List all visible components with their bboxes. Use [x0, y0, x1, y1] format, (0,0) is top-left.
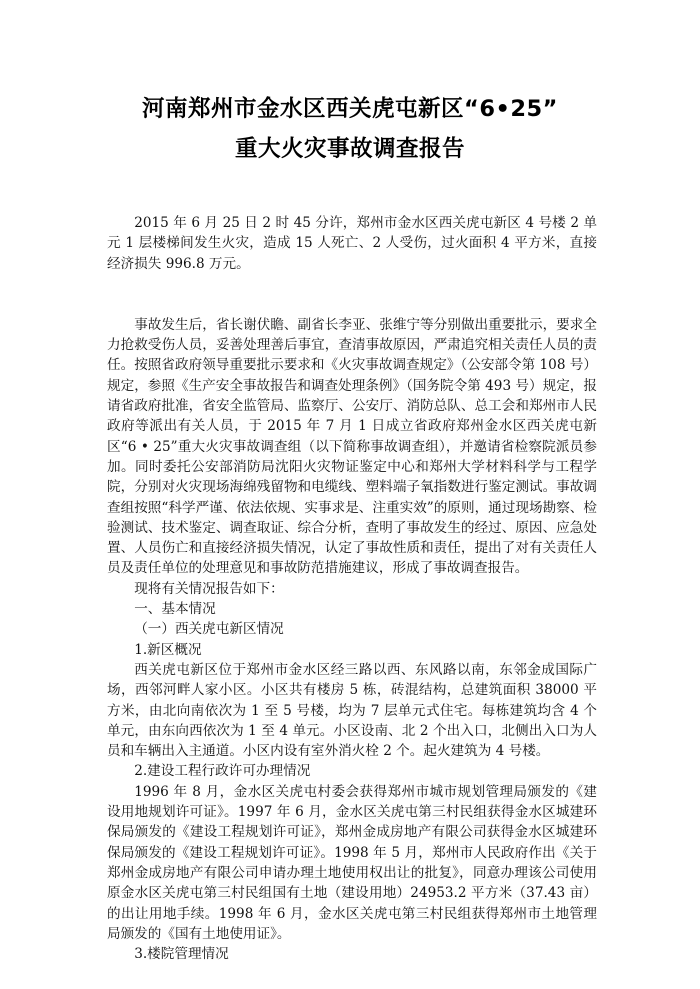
paragraph-intro: 2015 年 6 月 25 日 2 时 45 分许，郑州市金水区西关虎屯新区 4 号楼 2 单元 1 层楼梯间发生火灾，造成 15 人死亡、2 人受伤，过火面积 4 平方米，直接经济损失 996.8 万元。 [107, 215, 597, 272]
item-heading-permits: 2.建设工程行政许可办理情况 [134, 763, 311, 780]
paragraph-investigation: 事故发生后，省长谢伏瞻、副省长李亚、张维宁等分别做出重要批示，要求全力抢救受伤人员，妥善处理善后事宜，查清事故原因，严肃追究相关责任人员的责任。按照省政府领导重要批示要求和《火灾事故调查规定》（公安部令第 108 号）规定，参照《生产安全事故报告和调查处理条例》（国务院令第 493 号）规定，报请省政府批准，省安全监管局、监察厅、公安厅、消防总队、总工会和郑州市人民政府等派出有关人员，于 2015 年 7 月 1 日成立省政府郑州金水区西关虎屯新区“6 • 25”重大火灾事故调查组（以下简称事故调查组），并邀请省检察院派员参加。同时委托公安部消防局沈阳火灾物证鉴定中心和郑州大学材料科学与工程学院，分别对火灾现场海绵残留物和电缆线、塑料端子氧指数进行鉴定测试。事故调查组按照“科学严谨、依法依规、实事求是、注重实效”的原则，通过现场勘察、检验测试、技术鉴定、调查取证、综合分析，查明了事故发生的经过、原因、应急处置、人员伤亡和直接经济损失情况，认定了事故性质和责任，提出了对有关责任人员及责任单位的处理意见和事故防范措施建议，形成了事故调查报告。 [107, 316, 597, 577]
report-title-line-2: 重大火灾事故调查报告 [234, 136, 465, 162]
report-body [107, 213, 597, 964]
section-heading-basic-info: 一、基本情况 [134, 601, 216, 618]
paragraph-spacer [107, 274, 597, 315]
paragraph-overview: 西关虎屯新区位于郑州市金水区经三路以西、东风路以南，东邻金成国际广场，西邻河畔人家小区。小区共有楼房 5 栋，砖混结构，总建筑面积 38000 平方米，由北向南依次为 1 至 5 号楼，均为 7 层单元式住宅。每栋建筑均含 4 个单元，由东向西依次为 1 至 4 单元。小区设南、北 2 个出入口，北侧出入口为人员和车辆出入主通道。小区内设有室外消火栓 2 个。起火建筑为 4 号楼。 [107, 661, 597, 760]
paragraph-permits: 1996 年 8 月，金水区关虎屯村委会获得郑州市城市规划管理局颁发的《建设用地规划许可证》。1997 年 6 月，金水区关虎屯第三村民组获得金水区城建环保局颁发的《建设工程规划许可证》，郑州金成房地产有限公司获得金水区城建环保局颁发的《建设工程规划许可证》。1998 年 5 月，郑州市人民政府作出《关于郑州金成房地产有限公司申请办理土地使用权出让的批复》，同意办理该公司使用原金水区关虎屯第三村民组国有土地（建设用地）24953.2 平方米（37.43 亩）的出让用地手续。1998 年 6 月，金水区关虎屯第三村民组获得郑州市土地管理局颁发的《国有土地使用证》。 [107, 783, 597, 942]
item-heading-management: 3.楼院管理情况 [134, 946, 229, 963]
item-heading-overview: 1.新区概况 [134, 641, 202, 658]
report-title-line-1: 河南郑州市金水区西关虎屯新区“6•25” [142, 96, 558, 122]
paragraph-report-lead: 现将有关情况报告如下： [134, 580, 284, 597]
subsection-heading-xiguan-huntun: （一）西关虎屯新区情况 [134, 621, 284, 638]
